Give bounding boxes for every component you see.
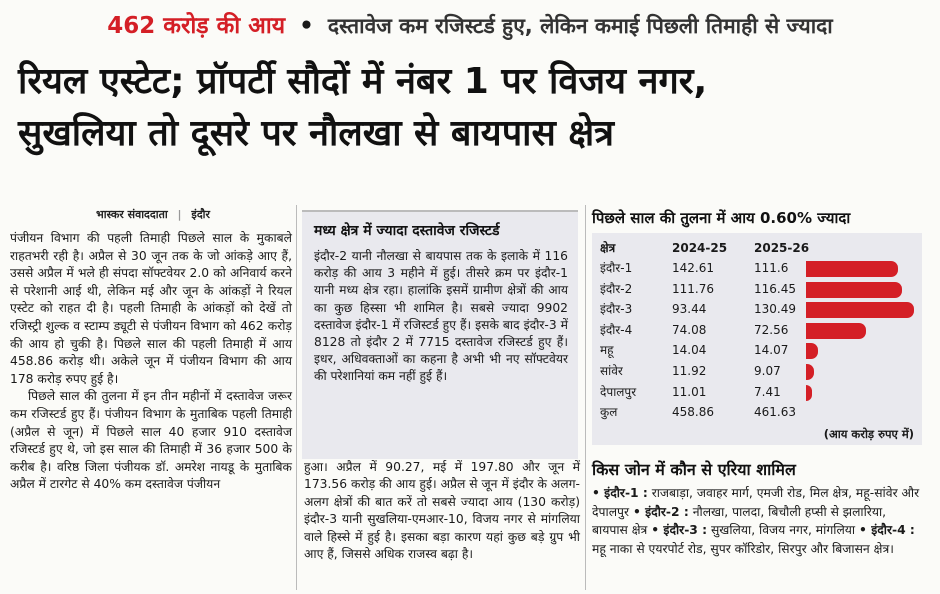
table-cell: 14.07 bbox=[754, 343, 789, 358]
table-cell: महू bbox=[600, 343, 614, 358]
table-cell: 9.07 bbox=[754, 364, 781, 378]
table-cell: 11.92 bbox=[672, 364, 707, 378]
article-paragraph: पिछले साल की तुलना में इन तीन महीनों में दस्तावेज जरूर कम रजिस्टर्ड हुए हैं। पंजीयन विभाग के मुताबिक पहली तिमाही (अप्रैल से जून) में पिछले साल 40 हजार 910 दस्तावेज रजिस्टर्ड हुए थे, जो इस साल की तिमाही में 36 हजार 500 के करीब है। वरिष्ठ जिला पंजीयक डॉ. अमरेश नायडू के मुताबिक अप्रैल में टारगेट से 40% कम दस्तावेज पंजीयन bbox=[10, 389, 292, 492]
zones-list bbox=[592, 484, 922, 558]
table-cell: 111.76 bbox=[672, 281, 714, 296]
table-cell: इंदौर-2 bbox=[600, 281, 633, 296]
table-cell: 142.61 bbox=[672, 261, 714, 275]
table-header: क्षेत्र bbox=[600, 241, 616, 255]
income-bar bbox=[806, 364, 814, 380]
zone-label: इंदौर-3 : bbox=[663, 523, 708, 538]
income-bar bbox=[806, 261, 898, 277]
zone-areas: महू नाका से एयरपोर्ट रोड, सुपर कॉरिडोर, सिरपुर और बिजासन क्षेत्र। bbox=[592, 541, 894, 556]
income-bar bbox=[806, 343, 818, 359]
table-row bbox=[592, 362, 922, 381]
table-cell: 116.45 bbox=[754, 281, 796, 296]
table-cell: 74.08 bbox=[672, 322, 707, 337]
article-column-2: हुआ। अप्रैल में 90.27, मई में 197.80 और जून में 173.56 करोड़ की आय हुई। अप्रैल से जून में इंदौर के अलग-अलग क्षेत्रों की बात करें तो सबसे ज्यादा आय (130 करोड़) इंदौर-3 यानी सुखलिया-एमआर-10, विजय नगर से मांगलिया वाले हिस्से में हुई है। इसका बड़ा कारण यहां कुछ बड़े ग्रुप भी आए हैं, जिससे अधिक राजस्व बढ़ा है। bbox=[304, 460, 580, 562]
article-column-1 bbox=[10, 230, 292, 494]
headline bbox=[18, 56, 928, 160]
income-bar bbox=[806, 282, 902, 298]
bullet-icon: • bbox=[632, 504, 646, 519]
table-row bbox=[592, 341, 922, 360]
zone-item bbox=[651, 523, 859, 537]
byline-separator: | bbox=[177, 208, 182, 221]
sidebar-box bbox=[302, 210, 578, 459]
zone-label: इंदौर-4 : bbox=[871, 523, 915, 538]
zone-label: इंदौर-1 : bbox=[604, 486, 648, 500]
table-cell: 130.49 bbox=[754, 302, 796, 317]
table-cell: 458.86 bbox=[672, 405, 714, 420]
income-table bbox=[592, 233, 922, 445]
table-cell: 461.63 bbox=[754, 405, 796, 420]
table-row bbox=[592, 280, 922, 299]
table-cell: कुल bbox=[600, 405, 618, 420]
table-row bbox=[592, 300, 922, 319]
income-bar bbox=[806, 302, 914, 318]
table-cell: 72.56 bbox=[754, 322, 789, 337]
table-cell: 7.41 bbox=[754, 384, 781, 399]
byline-reporter: भास्कर संवाददाता bbox=[96, 208, 168, 221]
table-header: 2025-26 bbox=[754, 241, 810, 255]
table-header-row bbox=[592, 239, 922, 258]
bullet-icon: • bbox=[592, 486, 605, 500]
column-divider bbox=[296, 205, 297, 590]
table-cell: 111.6 bbox=[754, 261, 789, 275]
column-divider bbox=[585, 205, 586, 590]
kicker-bullet: • bbox=[299, 13, 314, 39]
table-row bbox=[592, 259, 922, 278]
table-cell: 14.04 bbox=[672, 343, 707, 358]
kicker-highlight: 462 करोड़ की आय bbox=[107, 13, 286, 39]
table-cell: सांवेर bbox=[600, 364, 623, 378]
kicker-line bbox=[0, 0, 940, 52]
zone-areas: नौलखा, पालदा, बिचौली हप्सी से झलारिया, बायपास क्षेत्र bbox=[592, 504, 887, 538]
table-cell: 11.01 bbox=[672, 384, 707, 399]
bullet-icon: • bbox=[859, 523, 872, 538]
table-cell: इंदौर-3 bbox=[600, 302, 633, 317]
income-bar bbox=[806, 323, 866, 339]
headline-line-1: रियल एस्टेट; प्रॉपर्टी सौदों में नंबर 1 पर विजय नगर, bbox=[18, 61, 708, 102]
bullet-icon: • bbox=[651, 523, 664, 538]
byline-city: इंदौर bbox=[191, 208, 211, 221]
table-header: 2024-25 bbox=[672, 241, 728, 255]
table-cell: इंदौर-1 bbox=[600, 261, 633, 275]
table-cell: इंदौर-4 bbox=[600, 322, 633, 337]
table-row bbox=[592, 403, 922, 422]
table-cell: 93.44 bbox=[672, 302, 707, 317]
table-row bbox=[592, 321, 922, 340]
article-paragraph: पंजीयन विभाग की पहली तिमाही पिछले साल के मुकाबले राहतभरी रही है। अप्रैल से 30 जून तक के जो आंकड़े आए हैं, उससे अप्रैल में भले ही संपदा सॉफ्टवेयर 2.0 को अनिवार्य करने से परेशानी आई थी, लेकिन मई और जून के आंकड़ों ने रियल एस्टेट को राहत दी है। पहली तिमाही के आंकड़ों को देखें तो रजिस्ट्री शुल्क व स्टाम्प ड्यूटी से पंजीयन विभाग को 462 करोड़ की आय हो चुकी है। पिछले साल की पहली तिमाही में आय 458.86 करोड़ थी। अकेले जून में पंजीयन विभाग की आय 178 करोड़ रुपए हुई है। bbox=[10, 231, 292, 386]
zones-title: किस जोन में कौन से एरिया शामिल bbox=[592, 460, 796, 479]
income-bar bbox=[806, 385, 812, 401]
headline-line-2: सुखलिया तो दूसरे पर नौलखा से बायपास क्षेत्र bbox=[18, 113, 615, 154]
table-row bbox=[592, 383, 922, 402]
sidebar-box-text: इंदौर-2 यानी नौलखा से बायपास तक के इलाके में 116 करोड़ की आय 3 महीने में हुई। तीसरे क्रम पर इंदौर-1 यानी मध्य क्षेत्र रहा। हालांकि इसमें ग्रामीण क्षेत्रों की आय का कुछ हिस्सा भी शामिल है। सबसे ज्यादा 9902 दस्तावेज इंदौर-1 में रजिस्टर्ड हुए हैं। इसके बाद इंदौर-3 में 8128 तो इंदौर 2 में 7715 दस्तावेज रजिस्टर्ड हुए हैं। इधर, अधिवक्ताओं का कहना है अभी भी नए सॉफ्टवेयर की परेशानियां कम नहीं हुई हैं। bbox=[314, 249, 568, 384]
sidebar-box-title: मध्य क्षेत्र में ज्यादा दस्तावेज रजिस्टर्ड bbox=[314, 223, 500, 239]
zone-label: इंदौर-2 : bbox=[645, 504, 689, 519]
kicker-text: दस्तावेज कम रजिस्टर्ड हुए, लेकिन कमाई पिछली तिमाही से ज्यादा bbox=[327, 14, 833, 38]
zone-areas: सुखलिया, विजय नगर, मांगलिया bbox=[710, 523, 856, 538]
zone-areas: राजबाड़ा, जवाहर मार्ग, एमजी रोड, मिल क्षेत्र, महू-सांवेर और देपालपुर bbox=[592, 486, 920, 519]
table-title: पिछले साल की तुलना में आय 0.60% ज्यादा bbox=[592, 209, 851, 227]
byline bbox=[96, 207, 210, 222]
table-cell: देपालपुर bbox=[600, 384, 637, 399]
unit-note: (आय करोड़ रुपए में) bbox=[823, 427, 914, 441]
